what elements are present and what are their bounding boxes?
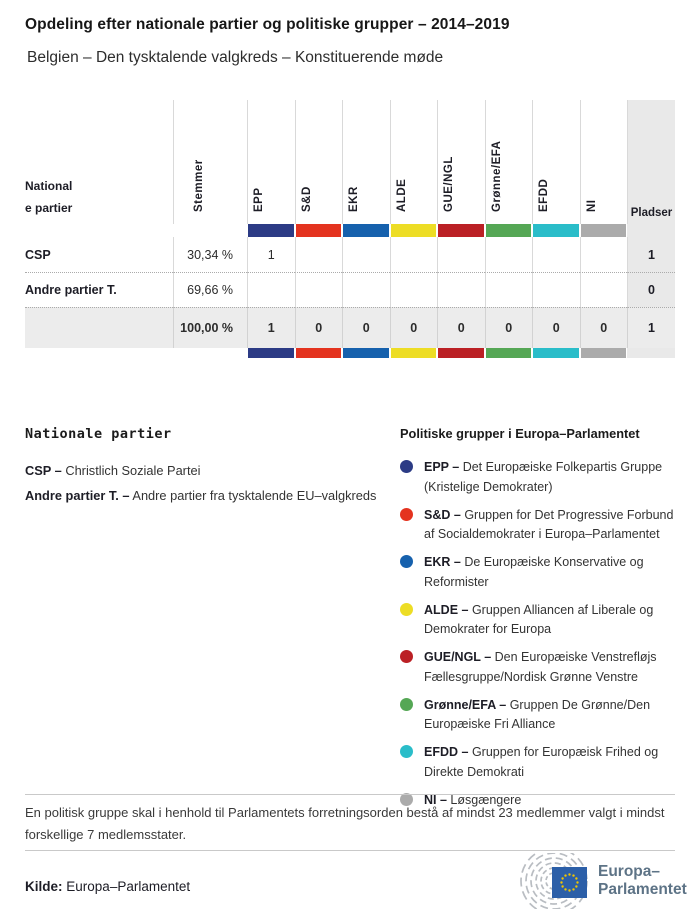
group-color-bar-guengl: [438, 348, 484, 358]
group-color-bar-groenne-efa: [486, 224, 532, 237]
colorbar-spacer: [25, 348, 247, 358]
total-seat-cell: 0: [390, 307, 438, 348]
group-color-bar-efdd: [533, 348, 579, 358]
seat-cell: [342, 272, 390, 307]
seat-cell: [295, 237, 343, 272]
table-row-party-name: Andre partier T.: [25, 272, 173, 307]
seats-column-fill: [627, 224, 675, 237]
colorbar-spacer: [25, 224, 247, 237]
seat-cell: [437, 237, 485, 272]
legend-item-sd: S&D – Gruppen for Det Progressive Forbund af Socialdemokrater i Europa–Parlamentet: [400, 506, 688, 545]
group-color-dot: [400, 460, 413, 473]
legend-item-csp: CSP – Christlich Soziale Partei: [25, 463, 201, 478]
divider: [25, 850, 675, 851]
results-table: [25, 100, 675, 358]
group-color-bar-ni: [581, 348, 627, 358]
group-color-dot: [400, 698, 413, 711]
seat-cell: [342, 237, 390, 272]
column-header-ni: NI: [580, 100, 628, 224]
footnote: En politisk gruppe skal i henhold til Parlamentets forretningsorden bestå af mindst 23 medlemmer valgt i mindst forskellige 7 medlemsstater.: [25, 805, 665, 842]
column-header-guengl: GUE/NGL: [437, 100, 485, 224]
legend-item-alde: ALDE – Gruppen Alliancen af Liberale og Demokrater for Europa: [400, 601, 688, 640]
seat-cell: [437, 272, 485, 307]
group-color-dot: [400, 745, 413, 758]
group-color-bar-sd: [296, 224, 342, 237]
source-value: Europa–Parlamentet: [66, 879, 191, 894]
total-seat-cell: 0: [485, 307, 533, 348]
group-color-dot: [400, 555, 413, 568]
group-color-bar-ekr: [343, 348, 389, 358]
source-line: [25, 879, 190, 894]
legend-item-groenne-efa: Grønne/EFA – Gruppen De Grønne/Den Europæiske Fri Alliance: [400, 696, 688, 735]
seat-cell: [485, 237, 533, 272]
group-color-bar-ekr: [343, 224, 389, 237]
table-row-party-name: CSP: [25, 247, 51, 262]
legend-groups-heading: Politiske grupper i Europa–Parlamentet: [400, 426, 640, 441]
legend-item-andre-partier: Andre partier T. – Andre partier fra tysktalende EU–valgkreds: [25, 488, 377, 503]
seat-cell: [485, 272, 533, 307]
total-seats-cell: 0: [627, 272, 675, 307]
page-title: Opdeling efter nationale partier og politiske grupper – 2014–2019: [25, 16, 510, 33]
group-color-dot: [400, 650, 413, 663]
seat-cell: [295, 272, 343, 307]
group-color-bar-ni: [581, 224, 627, 237]
total-seat-cell: 0: [295, 307, 343, 348]
group-color-bar-alde: [391, 348, 437, 358]
column-header-epp: EPP: [247, 100, 295, 224]
divider: [25, 794, 675, 795]
group-color-bar-epp: [248, 348, 294, 358]
total-row-label: [25, 307, 173, 348]
legend-national-heading: Nationale partier: [25, 426, 172, 442]
logo-wordmark: Europa– Parlamentet: [598, 863, 687, 898]
group-color-bar-sd: [296, 348, 342, 358]
group-color-bar-epp: [248, 224, 294, 237]
group-color-dot: [400, 603, 413, 616]
seat-cell: [532, 272, 580, 307]
total-seat-cell: 1: [247, 307, 295, 348]
page-subtitle: Belgien – Den tysktalende valgkreds – Konstituerende møde: [27, 49, 444, 66]
legend-national-parties: [25, 426, 385, 508]
seat-cell: 1: [247, 237, 295, 272]
column-header-national-parties: Nationale partier: [25, 179, 73, 215]
group-color-bar-guengl: [438, 224, 484, 237]
europa-parlamentet-logo: [514, 853, 687, 909]
table-row-votes: 69,66 %: [173, 272, 247, 307]
seat-cell: [247, 272, 295, 307]
grand-total-seats: 1: [627, 307, 675, 348]
eu-flag-icon: [552, 867, 587, 898]
column-header-groenne-efa: Grønne/EFA: [485, 100, 533, 224]
total-seat-cell: 0: [342, 307, 390, 348]
seat-cell: [390, 272, 438, 307]
source-label: Kilde:: [25, 879, 63, 894]
group-color-bar-groenne-efa: [486, 348, 532, 358]
group-color-bar-efdd: [533, 224, 579, 237]
legend-item-ni: NI – Løsgængere: [400, 791, 688, 811]
group-color-bar-alde: [391, 224, 437, 237]
legend-political-groups: [400, 426, 688, 819]
group-color-dot: [400, 508, 413, 521]
ep-hemicycle-icon: [514, 853, 592, 909]
column-header-alde: ALDE: [390, 100, 438, 224]
column-header-sd: S&D: [295, 100, 343, 224]
column-header-seats: Pladser: [627, 100, 675, 224]
seat-cell: [390, 237, 438, 272]
seat-cell: [532, 237, 580, 272]
total-votes: 100,00 %: [173, 307, 247, 348]
column-header-efdd: EFDD: [532, 100, 580, 224]
total-seats-cell: 1: [627, 237, 675, 272]
seat-cell: [580, 272, 628, 307]
column-header-ekr: EKR: [342, 100, 390, 224]
legend-item-guengl: GUE/NGL – Den Europæiske Venstrefløjs Fællesgruppe/Nordisk Grønne Venstre: [400, 648, 688, 687]
table-row-votes: 30,34 %: [173, 237, 247, 272]
legend-item-epp: EPP – Det Europæiske Folkepartis Gruppe (Kristelige Demokrater): [400, 458, 688, 497]
seats-column-fill: [627, 348, 675, 358]
total-seat-cell: 0: [532, 307, 580, 348]
legend-item-efdd: EFDD – Gruppen for Europæisk Frihed og Direkte Demokrati: [400, 743, 688, 782]
total-seat-cell: 0: [580, 307, 628, 348]
legend-item-ekr: EKR – De Europæiske Konservative og Reformister: [400, 553, 688, 592]
seat-cell: [580, 237, 628, 272]
column-header-votes: Stemmer: [173, 100, 247, 224]
total-seat-cell: 0: [437, 307, 485, 348]
